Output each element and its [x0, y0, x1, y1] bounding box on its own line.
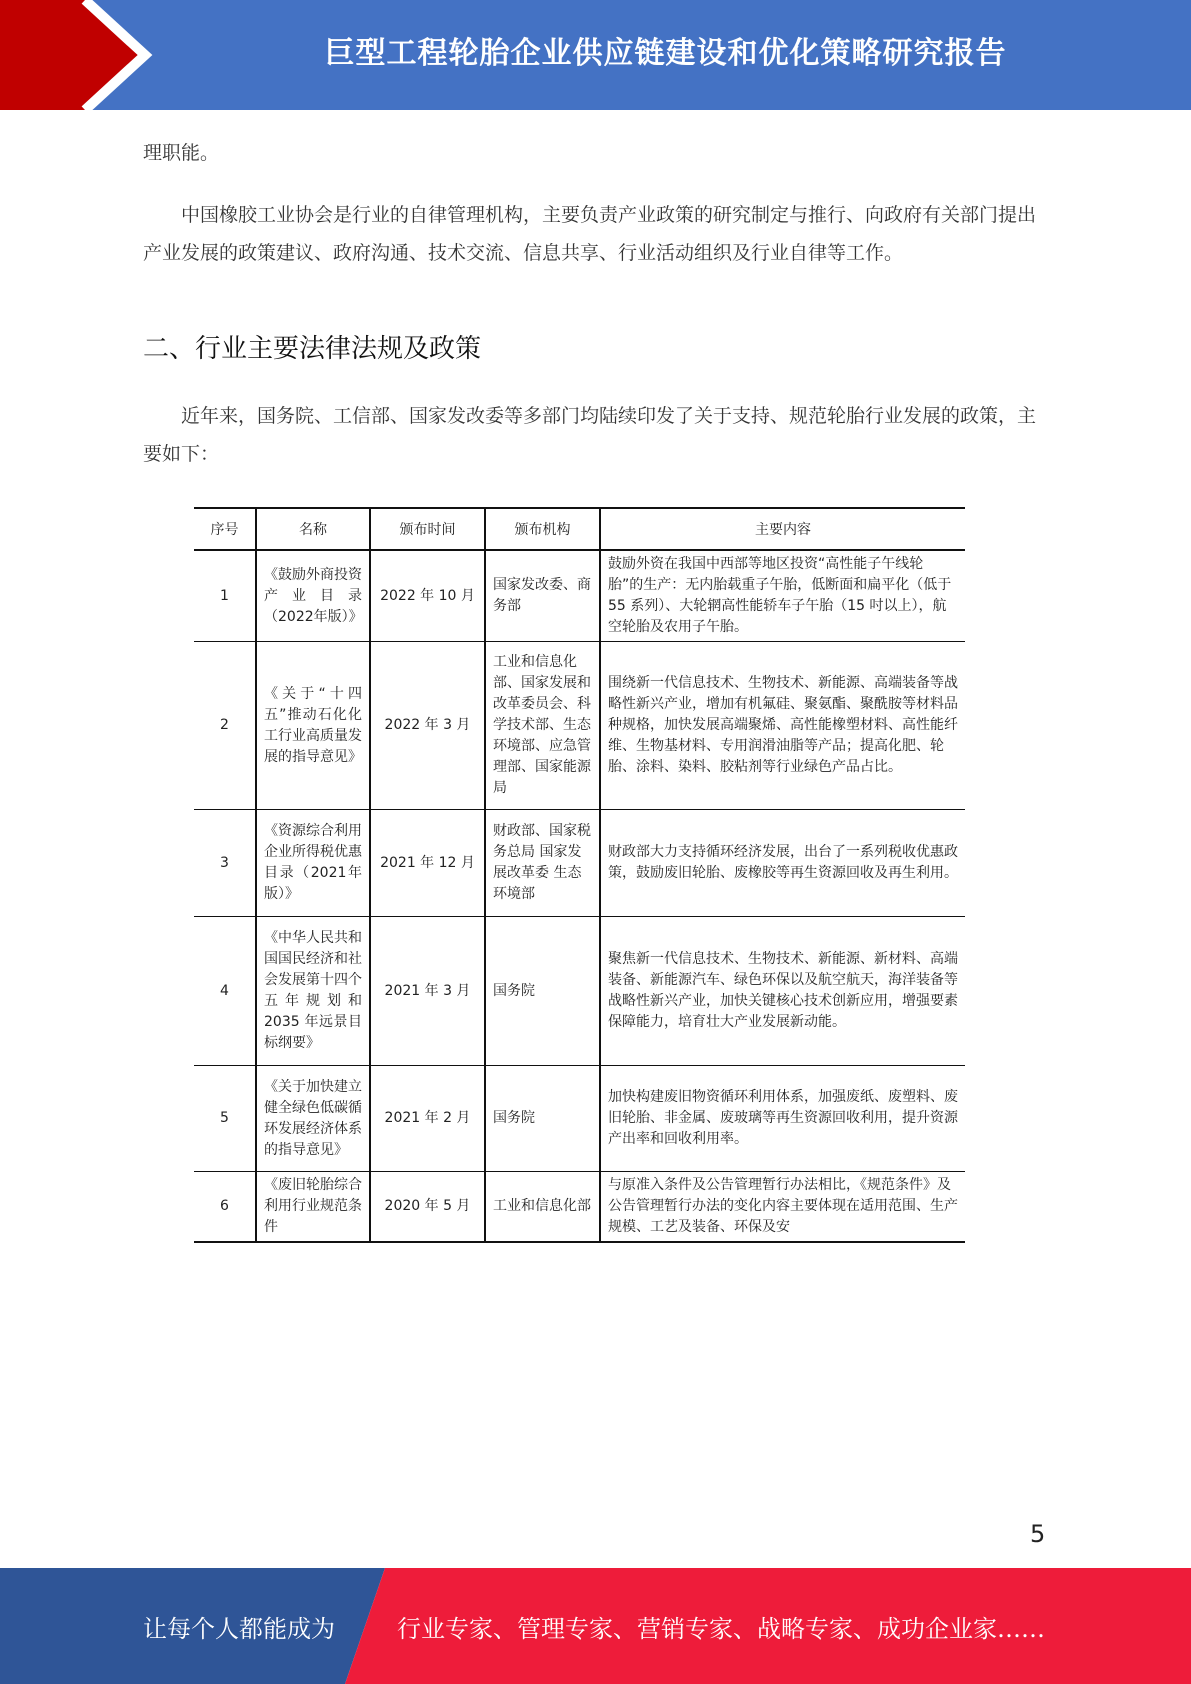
cell-org: 财政部、国家税务总局 国家发展改革委 生态环境部 [485, 810, 600, 917]
cell-seq: 6 [194, 1172, 256, 1243]
cell-seq: 4 [194, 917, 256, 1066]
cell-name: 《资源综合利用企业所得税优惠目录（2021年版）》 [256, 810, 370, 917]
table-header-row [194, 508, 965, 550]
cell-seq: 1 [194, 550, 256, 642]
section-heading: 二、行业主要法律法规及政策 [143, 334, 482, 364]
page-footer [0, 1568, 1191, 1684]
cell-content: 加快构建废旧物资循环利用体系，加强废纸、废塑料、废旧轮胎、非金属、废玻璃等再生资源回收利用，提升资源产出率和回收利用率。 [600, 1066, 965, 1172]
header-org: 颁布机构 [485, 508, 600, 550]
header-date: 颁布时间 [370, 508, 485, 550]
cell-name: 《关于“十四五”推动石化化工行业高质量发展的指导意见》 [256, 642, 370, 810]
cell-date: 2021 年 12 月 [370, 810, 485, 917]
header-content: 主要内容 [600, 508, 965, 550]
page-header [0, 0, 1191, 110]
cell-date: 2020 年 5 月 [370, 1172, 485, 1243]
footer-slogan-right: 行业专家、管理专家、营销专家、战略专家、成功企业家…… [397, 1614, 1045, 1643]
cell-org: 工业和信息化部、国家发展和改革委员会、科学技术部、生态环境部、应急管理部、国家能源局 [485, 642, 600, 810]
cell-org: 国务院 [485, 917, 600, 1066]
table-row [194, 917, 965, 1066]
header-arrow-decoration [0, 0, 170, 110]
paragraph-rubber-association: 中国橡胶工业协会是行业的自律管理机构，主要负责产业政策的研究制定与推行、向政府有关部门提出产业发展的政策建议、政府沟通、技术交流、信息共享、行业活动组织及行业自律等工作。 [143, 204, 1037, 264]
cell-org: 国务院 [485, 1066, 600, 1172]
table-row [194, 810, 965, 917]
cell-content: 与原准入条件及公告管理暂行办法相比，《规范条件》及公告管理暂行办法的变化内容主要体现在适用范围、生产规模、工艺及装备、环保及安 [600, 1172, 965, 1243]
header-name: 名称 [256, 508, 370, 550]
cell-date: 2021 年 3 月 [370, 917, 485, 1066]
cell-seq: 5 [194, 1066, 256, 1172]
paragraph-continuation: 理职能。 [143, 142, 220, 164]
cell-content: 围绕新一代信息技术、生物技术、新能源、高端装备等战略性新兴产业，增加有机氟硅、聚氨酯、聚酰胺等材料品种规格，加快发展高端聚烯、高性能橡塑材料、高性能纤维、生物基材料、专用润滑油脂等产品；提高化肥、轮胎、涂料、染料、胶粘剂等行业绿色产品占比。 [600, 642, 965, 810]
cell-name: 《废旧轮胎综合利用行业规范条件 [256, 1172, 370, 1243]
table-row [194, 1172, 965, 1243]
cell-date: 2022 年 10 月 [370, 550, 485, 642]
header-seq: 序号 [194, 508, 256, 550]
table-row [194, 550, 965, 642]
cell-name: 《鼓励外商投资产业目录（2022年版）》 [256, 550, 370, 642]
cell-org: 国家发改委、商务部 [485, 550, 600, 642]
footer-slogan-left: 让每个人都能成为 [143, 1614, 335, 1643]
cell-org: 工业和信息化部 [485, 1172, 600, 1243]
cell-content: 鼓励外资在我国中西部等地区投资“高性能子午线轮胎”的生产：无内胎载重子午胎，低断面和扁平化（低于 55 系列）、大轮辋高性能轿车子午胎（15 吋以上），航空轮胎及农用子午胎。 [600, 550, 965, 642]
cell-name: 《中华人民共和国国民经济和社会发展第十四个五年规划和2035 年远景目标纲要》 [256, 917, 370, 1066]
cell-seq: 3 [194, 810, 256, 917]
page-number: 5 [1030, 1520, 1046, 1548]
table-row [194, 642, 965, 810]
table-row [194, 1066, 965, 1172]
cell-date: 2022 年 3 月 [370, 642, 485, 810]
report-title: 巨型工程轮胎企业供应链建设和优化策略研究报告 [324, 36, 1007, 71]
policy-table [194, 507, 965, 1243]
cell-name: 《关于加快建立健全绿色低碳循环发展经济体系的指导意见》 [256, 1066, 370, 1172]
cell-content: 聚焦新一代信息技术、生物技术、新能源、新材料、高端装备、新能源汽车、绿色环保以及航空航天，海洋装备等战略性新兴产业，加快关键核心技术创新应用，增强要素保障能力，培育壮大产业发展新动能。 [600, 917, 965, 1066]
cell-date: 2021 年 2 月 [370, 1066, 485, 1172]
paragraph-policy-intro: 近年来，国务院、工信部、国家发改委等多部门均陆续印发了关于支持、规范轮胎行业发展的政策，主要如下： [143, 405, 1037, 465]
cell-seq: 2 [194, 642, 256, 810]
cell-content: 财政部大力支持循环经济发展，出台了一系列税收优惠政策，鼓励废旧轮胎、废橡胶等再生资源回收及再生利用。 [600, 810, 965, 917]
